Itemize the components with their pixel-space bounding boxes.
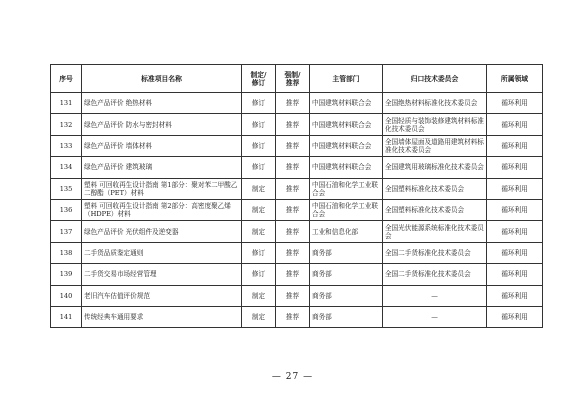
mandatory-recommended: 推荐: [276, 306, 310, 327]
table-row: [51, 178, 543, 199]
technical-committee: —: [383, 285, 487, 306]
mandatory-recommended: 推荐: [276, 114, 310, 135]
project-name: 绿色产品评价 绝热材料: [82, 93, 242, 114]
technical-committee: —: [383, 306, 487, 327]
row-number: 136: [51, 199, 82, 220]
competent-department: 商务部: [310, 242, 383, 263]
header-cell: 序号: [51, 65, 82, 93]
project-name: 绿色产品评价 建筑玻璃: [82, 157, 242, 178]
formulate-revise: 修订: [242, 264, 276, 285]
table-row: [51, 114, 543, 135]
row-number: 132: [51, 114, 82, 135]
mandatory-recommended: 推荐: [276, 221, 310, 242]
technical-committee: 全国墙体屋面及道路用建筑材料标准化技术委员会: [383, 135, 487, 156]
formulate-revise: 制定: [242, 178, 276, 199]
mandatory-recommended: 推荐: [276, 135, 310, 156]
table-row: [51, 221, 543, 242]
competent-department: 中国石油和化学工业联合会: [310, 199, 383, 220]
technical-committee: 全国绝热材料标准化技术委员会: [383, 93, 487, 114]
row-number: 140: [51, 285, 82, 306]
mandatory-recommended: 推荐: [276, 264, 310, 285]
competent-department: 商务部: [310, 306, 383, 327]
mandatory-recommended: 推荐: [276, 285, 310, 306]
competent-department: 中国建筑材料联合会: [310, 93, 383, 114]
mandatory-recommended: 推荐: [276, 199, 310, 220]
row-number: 131: [51, 93, 82, 114]
table-row: [51, 157, 543, 178]
formulate-revise: 制定: [242, 221, 276, 242]
formulate-revise: 修订: [242, 242, 276, 263]
technical-committee: 全国轻质与装饰装修建筑材料标准化技术委员会: [383, 114, 487, 135]
mandatory-recommended: 推荐: [276, 178, 310, 199]
project-name: 二手货品质鉴定通则: [82, 242, 242, 263]
mandatory-recommended: 推荐: [276, 157, 310, 178]
table-row: [51, 93, 543, 114]
header-cell: 主管部门: [310, 65, 383, 93]
table-row: [51, 264, 543, 285]
field: 循环利用: [487, 157, 543, 178]
project-name: 塑料 可回收再生设计指南 第1部分：聚对苯二甲酸乙二醇酯（PET）材料: [82, 178, 242, 199]
field: 循环利用: [487, 93, 543, 114]
project-name: 塑料 可回收再生设计指南 第2部分：高密度聚乙烯（HDPE）材料: [82, 199, 242, 220]
header-cell: 强制/推荐: [276, 65, 310, 93]
field: 循环利用: [487, 135, 543, 156]
technical-committee: 全国塑料标准化技术委员会: [383, 199, 487, 220]
standards-table: [50, 64, 543, 328]
project-name: 传统经典车通用要求: [82, 306, 242, 327]
technical-committee: 全国二手货标准化技术委员会: [383, 264, 487, 285]
table-row: [51, 199, 543, 220]
competent-department: 中国建筑材料联合会: [310, 114, 383, 135]
field: 循环利用: [487, 114, 543, 135]
project-name: 绿色产品评价 光伏组件及逆变器: [82, 221, 242, 242]
header-cell: 制定/修订: [242, 65, 276, 93]
formulate-revise: 修订: [242, 157, 276, 178]
formulate-revise: 制定: [242, 285, 276, 306]
project-name: 老旧汽车估值评价规范: [82, 285, 242, 306]
competent-department: 商务部: [310, 264, 383, 285]
formulate-revise: 修订: [242, 93, 276, 114]
project-name: 二手货交易市场经营管理: [82, 264, 242, 285]
mandatory-recommended: 推荐: [276, 93, 310, 114]
field: 循环利用: [487, 199, 543, 220]
technical-committee: 全国光伏能源系统标准化技术委员会: [383, 221, 487, 242]
field: 循环利用: [487, 264, 543, 285]
row-number: 139: [51, 264, 82, 285]
competent-department: 中国建筑材料联合会: [310, 135, 383, 156]
formulate-revise: 修订: [242, 114, 276, 135]
table-row: [51, 285, 543, 306]
formulate-revise: 修订: [242, 135, 276, 156]
formulate-revise: 制定: [242, 199, 276, 220]
field: 循环利用: [487, 242, 543, 263]
row-number: 133: [51, 135, 82, 156]
field: 循环利用: [487, 285, 543, 306]
competent-department: 中国石油和化学工业联合会: [310, 178, 383, 199]
table-row: [51, 135, 543, 156]
row-number: 134: [51, 157, 82, 178]
row-number: 141: [51, 306, 82, 327]
page-number: — 27 —: [271, 372, 314, 382]
header-cell: 归口技术委员会: [383, 65, 487, 93]
technical-committee: 全国建筑用玻璃标准化技术委员会: [383, 157, 487, 178]
table-header-row: [51, 65, 543, 93]
competent-department: 商务部: [310, 285, 383, 306]
project-name: 绿色产品评价 防水与密封材料: [82, 114, 242, 135]
technical-committee: 全国二手货标准化技术委员会: [383, 242, 487, 263]
mandatory-recommended: 推荐: [276, 242, 310, 263]
formulate-revise: 制定: [242, 306, 276, 327]
header-cell: 标准项目名称: [82, 65, 242, 93]
row-number: 138: [51, 242, 82, 263]
project-name: 绿色产品评价 墙体材料: [82, 135, 242, 156]
table-row: [51, 242, 543, 263]
competent-department: 中国建筑材料联合会: [310, 157, 383, 178]
row-number: 137: [51, 221, 82, 242]
header-cell: 所属领域: [487, 65, 543, 93]
field: 循环利用: [487, 178, 543, 199]
field: 循环利用: [487, 221, 543, 242]
technical-committee: 全国塑料标准化技术委员会: [383, 178, 487, 199]
field: 循环利用: [487, 306, 543, 327]
competent-department: 工业和信息化部: [310, 221, 383, 242]
table-row: [51, 306, 543, 327]
row-number: 135: [51, 178, 82, 199]
table-body: [51, 93, 543, 328]
